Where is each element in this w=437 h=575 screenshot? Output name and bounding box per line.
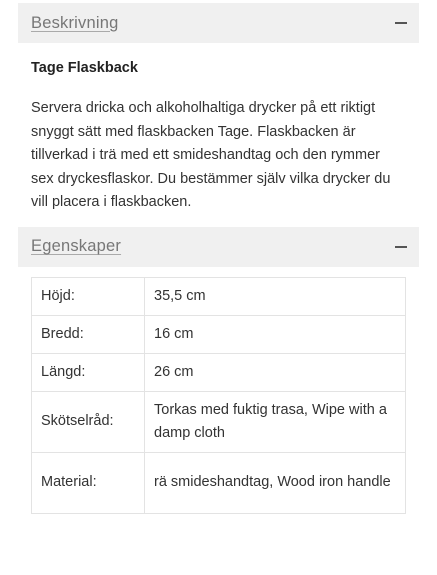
description-accordion-title[interactable]: Beskrivning xyxy=(31,13,119,32)
properties-accordion-header[interactable] xyxy=(18,227,419,267)
description-accordion-header[interactable] xyxy=(18,3,419,43)
property-value: 16 cm xyxy=(145,315,406,353)
table-row xyxy=(32,315,406,353)
product-name: Tage Flaskback xyxy=(31,60,138,76)
table-row xyxy=(32,277,406,315)
minus-icon[interactable] xyxy=(395,22,407,24)
property-label: Skötselråd: xyxy=(32,391,145,452)
property-label: Bredd: xyxy=(32,315,145,353)
table-row xyxy=(32,452,406,513)
product-description: Servera dricka och alkoholhaltiga drycker på ett riktigt snyggt sätt med flaskbacken Tage. Flaskbacken är tillverkad i trä med ett smideshandtag och den rymmer sex dryckesflaskor. Du bestämmer själv vilka drycker du vill placera i flaskbacken. xyxy=(31,100,391,210)
property-label: Höjd: xyxy=(32,277,145,315)
property-value: Torkas med fuktig trasa, Wipe with a damp cloth xyxy=(145,391,406,452)
minus-icon[interactable] xyxy=(395,246,407,248)
properties-accordion-title[interactable]: Egenskaper xyxy=(31,237,122,255)
property-label: Material: xyxy=(32,452,145,513)
table-row xyxy=(32,391,406,452)
property-label: Längd: xyxy=(32,353,145,391)
property-value: 35,5 cm xyxy=(145,277,406,315)
properties-table xyxy=(31,277,406,514)
product-details xyxy=(18,3,419,514)
property-value: rä smideshandtag, Wood iron handle xyxy=(145,452,406,513)
property-value: 26 cm xyxy=(145,353,406,391)
description-accordion-body xyxy=(18,58,419,215)
table-row xyxy=(32,353,406,391)
